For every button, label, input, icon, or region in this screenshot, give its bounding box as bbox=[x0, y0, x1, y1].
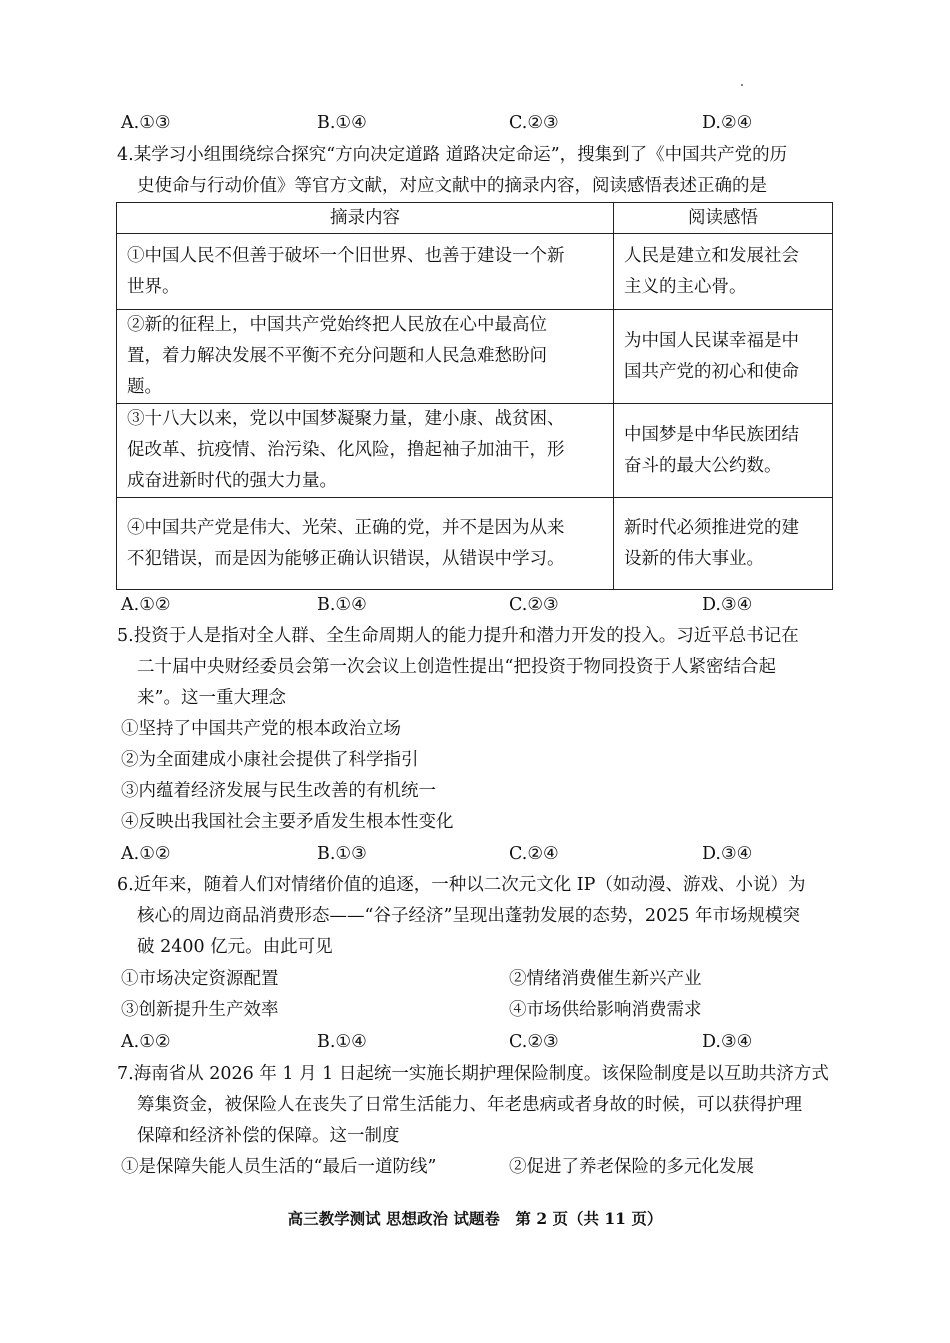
excerpt-cell bbox=[117, 404, 614, 498]
table-row bbox=[117, 310, 833, 404]
q7-stem-line-2: 筹集资金，被保险人在丧失了日常生活能力、年老患病或者身故的时候，可以获得护理 bbox=[137, 1095, 802, 1115]
insight-line: 新时代必须推进党的建 bbox=[624, 517, 799, 538]
insight-line: 奋斗的最大公约数。 bbox=[624, 455, 782, 476]
excerpt-line: 置，着力解决发展不平衡不充分问题和人民急难愁盼问 bbox=[127, 346, 547, 366]
q4-stem-line-1: 4.某学习小组围绕综合探究“方向决定道路 道路决定命运”，搜集到了《中国共产党的历 bbox=[117, 145, 788, 165]
scan-speck bbox=[741, 84, 743, 86]
q6-statement-4: ④市场供给影响消费需求 bbox=[509, 1000, 702, 1020]
q4-option-d: D.③④ bbox=[702, 595, 753, 615]
q3-option-a: A.①③ bbox=[121, 113, 171, 133]
page-footer: 高三教学测试 思想政治 试题卷 第 2 页（共 11 页） bbox=[287, 1209, 663, 1228]
insight-cell bbox=[614, 234, 833, 310]
q6-stem-line-2: 核心的周边商品消费形态——“谷子经济”呈现出蓬勃发展的态势，2025 年市场规模突 bbox=[137, 906, 800, 926]
q7-stem-line-1: 7.海南省从 2026 年 1 月 1 日起统一实施长期护理保险制度。该保险制度是以互助共济方式 bbox=[117, 1064, 829, 1084]
insight-line: 中国梦是中华民族团结 bbox=[624, 424, 799, 445]
excerpt-line: ④中国共产党是伟大、光荣、正确的党，并不是因为从来 bbox=[127, 517, 565, 538]
excerpt-line: ③十八大以来，党以中国梦凝聚力量，建小康、战贫困、 bbox=[127, 409, 565, 429]
q5-statement-3: ③内蕴着经济发展与民生改善的有机统一 bbox=[121, 781, 436, 801]
q5-stem-line-1: 5.投资于人是指对全人群、全生命周期人的能力提升和潜力开发的投入。习近平总书记在 bbox=[117, 626, 799, 646]
excerpt-line: 世界。 bbox=[127, 276, 180, 297]
excerpt-line: 成奋进新时代的强大力量。 bbox=[127, 471, 337, 491]
table-header-row bbox=[117, 203, 833, 234]
table-header-insight: 阅读感悟 bbox=[614, 203, 833, 234]
insight-cell bbox=[614, 498, 833, 590]
q4-stem-line-2: 史使命与行动价值》等官方文献，对应文献中的摘录内容，阅读感悟表述正确的是 bbox=[137, 176, 767, 196]
q7-statement-1: ①是保障失能人员生活的“最后一道防线” bbox=[121, 1157, 437, 1177]
q6-option-a: A.①② bbox=[121, 1032, 171, 1052]
q6-stem-line-1: 6.近年来，随着人们对情绪价值的追逐，一种以二次元文化 IP（如动漫、游戏、小说）为 bbox=[117, 875, 806, 895]
q4-option-c: C.②③ bbox=[509, 595, 559, 615]
q4-option-b: B.①④ bbox=[317, 595, 367, 615]
insight-line: 设新的伟大事业。 bbox=[624, 548, 764, 569]
q6-option-d: D.③④ bbox=[702, 1032, 753, 1052]
q6-statement-2: ②情绪消费催生新兴产业 bbox=[509, 969, 702, 989]
q5-stem-line-2: 二十届中央财经委员会第一次会议上创造性提出“把投资于物同投资于人紧密结合起 bbox=[137, 657, 776, 677]
q5-statement-1: ①坚持了中国共产党的根本政治立场 bbox=[121, 719, 401, 739]
q6-stem-line-3: 破 2400 亿元。由此可见 bbox=[137, 937, 333, 957]
q5-stem-line-3: 来”。这一重大理念 bbox=[137, 688, 286, 708]
q7-statement-2: ②促进了养老保险的多元化发展 bbox=[509, 1157, 754, 1177]
q3-option-b: B.①④ bbox=[317, 113, 367, 133]
table-row bbox=[117, 498, 833, 590]
q6-option-c: C.②③ bbox=[509, 1032, 559, 1052]
q5-option-c: C.②④ bbox=[509, 844, 559, 864]
insight-cell bbox=[614, 404, 833, 498]
insight-line: 人民是建立和发展社会 bbox=[624, 245, 799, 266]
insight-cell bbox=[614, 310, 833, 404]
excerpt-line: ②新的征程上，中国共产党始终把人民放在心中最高位 bbox=[127, 315, 547, 335]
excerpt-line: ①中国人民不但善于破坏一个旧世界、也善于建设一个新 bbox=[127, 245, 565, 266]
q6-statement-3: ③创新提升生产效率 bbox=[121, 1000, 279, 1020]
q6-option-b: B.①④ bbox=[317, 1032, 367, 1052]
excerpt-line: 不犯错误，而是因为能够正确认识错误，从错误中学习。 bbox=[127, 548, 565, 569]
q3-option-c: C.②③ bbox=[509, 113, 559, 133]
insight-line: 主义的主心骨。 bbox=[624, 276, 747, 297]
q7-stem-line-3: 保障和经济补偿的保障。这一制度 bbox=[137, 1126, 400, 1146]
q3-option-d: D.②④ bbox=[702, 113, 753, 133]
q6-statement-1: ①市场决定资源配置 bbox=[121, 969, 279, 989]
q5-option-b: B.①③ bbox=[317, 844, 367, 864]
excerpt-cell bbox=[117, 498, 614, 590]
excerpt-cell bbox=[117, 310, 614, 404]
insight-line: 国共产党的初心和使命 bbox=[624, 361, 799, 382]
table-row bbox=[117, 234, 833, 310]
q5-statement-4: ④反映出我国社会主要矛盾发生根本性变化 bbox=[121, 812, 454, 832]
q4-excerpt-table bbox=[116, 202, 833, 590]
table-header-excerpt: 摘录内容 bbox=[117, 203, 614, 234]
excerpt-line: 促改革、抗疫情、治污染、化风险，撸起袖子加油干，形 bbox=[127, 440, 565, 460]
insight-line: 为中国人民谋幸福是中 bbox=[624, 330, 799, 351]
q5-option-d: D.③④ bbox=[702, 844, 753, 864]
excerpt-cell bbox=[117, 234, 614, 310]
q5-option-a: A.①② bbox=[121, 844, 171, 864]
q4-option-a: A.①② bbox=[121, 595, 171, 615]
excerpt-line: 题。 bbox=[127, 377, 162, 397]
table-row bbox=[117, 404, 833, 498]
q5-statement-2: ②为全面建成小康社会提供了科学指引 bbox=[121, 750, 419, 770]
